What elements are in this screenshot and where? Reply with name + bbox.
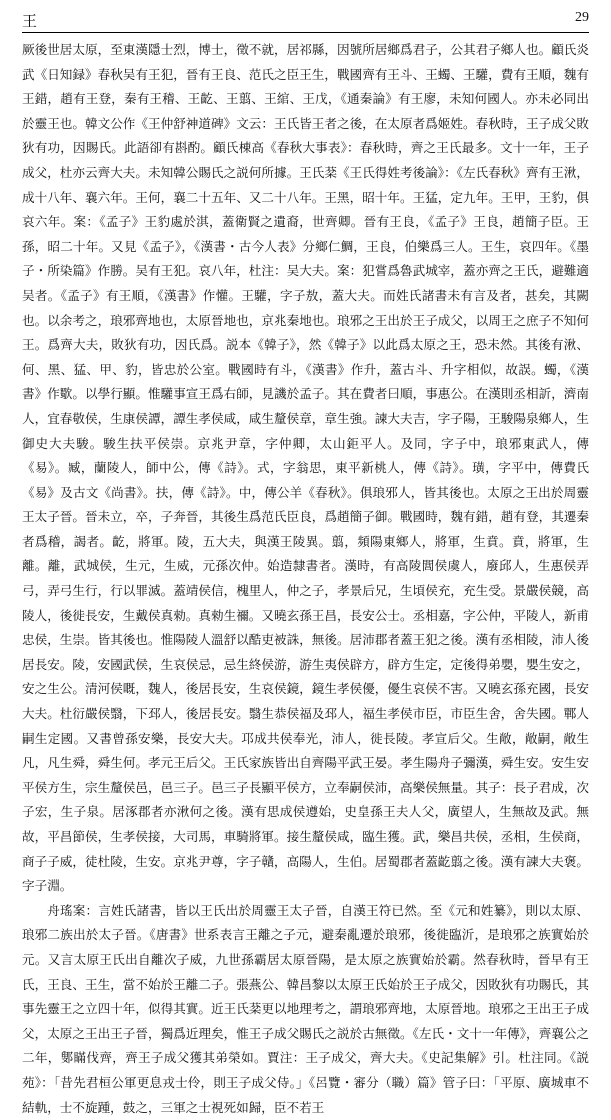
page-header (22, 8, 589, 34)
page-number: 29 (575, 10, 589, 25)
running-head-title: 王 (22, 12, 38, 30)
commentary-paragraph: 舟瑤案：言姓氏諸書，皆以王氏出於周靈王太子晉，自漢王符已然。至《元和姓纂》，則以太原、琅邪二族出於太子晉。《唐書》世系表言王離之子元，避秦亂遷於琅邪，後徙臨沂，是琅邪之族實始於元。又言太原王氏出自離次子威，九世孫霸居太原晉陽，是太原之族實始於霸。然春秋時，晉早有王氏，王良、王生，當不始於王離二子。張燕公、韓昌黎以太原王氏始於王子成父，因敗狄有功賜氏，其事先靈王之立四十年，似得其實。近王氏棻更以地理考之，謂琅邪齊地，太原晉地。琅邪之王出王子成父，太原之王出王子晉，獨爲近理矣，惟王子成父賜氏之説於古無徵。《左氏・文十一年傳》，齊襄公之二年，鄋瞞伐齊，齊王子成父獲其弟榮如。賈注：王子成父，齊大夫。《史記集解》引。杜注同。《説苑》：「昔先君桓公軍更息戎士伶，則王子成父侍。」《呂覽・審分（職）篇》管子曰：「平原、廣城車不結軌，士不旋踵，鼓之，三軍之士視死如歸，臣不若王 (22, 902, 589, 1115)
header-rule (22, 32, 589, 33)
body-paragraph: 厥後世居太原，至東漢隱士烈，博士，徵不就，居祁縣，因號所居鄉爲君子，公其君子鄉人也。顧氏炎武《日知録》春秋吴有王犯，晉有王良、范氏之臣王生，戰國齊有王斗、王蠋、王驩，費有王順，魏有王錯，趙有王登，秦有王稽、王齕、王翦、王綰、王戊，《通秦論》有王廖，未知何國人。亦未必同出於靈王也。韓文公作《王仲舒神道碑》文云：王氏皆王者之後，在太原者爲姬姓。春秋時，王子成父敗狄有功，因賜氏。此語卻有斟酌。顧氏棟高《春秋大事表》：春秋時，齊之王氏最多。文十一年，王子成父，杜亦云齊大夫。未知韓公賜氏之説何所據。王氏棻《王氏得姓考後論》：《左氏春秋》齊有王湫，成十八年、襄六年。王何，襄二十五年、又二十八年。王黑，昭十年。王猛，定九年。王甲，王豹，俱哀六年。案：《孟子》王豹處於淇，蓋衛賢之遺裔，世齊卿。晉有王良，《孟子》王良，趙簡子臣。王孫，昭二十年。又見《孟子》，《漢書・古今人表》分鄉仁鯛，王良，伯樂爲三人。王生，哀四年。《墨子・所染篇》作勝。吴有王犯。哀八年，杜注：吴大夫。案：犯嘗爲魯武城宰，蓋亦齊之王氏，避難適吴者。《孟子》有王順，《漢書》作懽。王驩，字子敖，蓋大夫。而姓氏諸書未有言及者，甚矣，其闕也。以余考之，琅邪齊地也，太原晉地也，京兆秦地也。琅邪之王出於王子成父，以周王之庶子不知何王。爲齊大夫，敗狄有功，因氏爲。説本《韓子》，然《韓子》以此爲太原之王，恐未然。其後有湫、何、黑、猛、甲、豹，皆忠於公室。戰國時有斗，《漢書》作升，蓋古斗、升字相似，故誤。蠋，《漢書》作歜。以學行顯。惟驩事宣王爲右師，見譏於孟子。其在費者曰順，事惠公。在漢則丞相訢，濟南人，宜春敬侯，生康侯譚，譚生孝侯咸，咸生釐侯章，章生強。諫大夫吉，字子陽，王駿陽泉鄉人，生御史大夫駿。駿生扶平侯崇。京兆尹章，字仲卿，太山鉅平人。及同，字子中，琅邪東武人，傳《易》。臧，蘭陵人，師中公，傳《詩》。式，字翁思，東平新桃人，傳《詩》。璜，字平中，傳費氏《易》及古文《尚書》。扶，傳《詩》。中，傳公羊《春秋》。俱琅邪人，皆其後也。太原之王出於周靈王太子晉。晉未立，卒，子奔晉，其後生爲范氏臣良，爲趙簡子御。戰國時，魏有錯，趙有登，其遷秦者爲稽，謁者。齕，將軍。陵，五大夫，與漢王陵異。翦，頻陽東鄉人，將軍，生賁。賁，將軍，生離。離，武城侯，生元，生威，元孫次仲。始造隸書者。漢時，有高陵閭侯虞人，廢邱人，生惠侯弄弓，弄弓生行，行以罪滅。蓋靖侯信，槐里人，仲之子，孝景后兄，生頃侯充，充生受。景嚴侯競，高陵人，後徙長安，生戴侯真勑。真勑生禰。又曉玄孫王昌，長安公士。丞相嘉，字公仲，平陵人，新甫忠侯，生崇。皆其後也。惟陽陵人溫舒以酷吏被誅，無後。居沛郡者蓋王犯之後。漢有丞相陵，沛人後居長安。陵，安國武侯，生哀侯忌，忌生終侯游，游生夷侯辟方，辟方生定，定後得弟嬰，嬰生安之，安之生公。清河侯嘅，魏人，後居長安，生哀侯鏡，鏡生孝侯優，優生哀侯不害。又曉玄孫充國，長安大夫。杜衍嚴侯翳，下邳人，後居長安。翳生恭侯福及邳人，福生孝侯市臣，市臣生舍，舍失國。鄲人嗣生定國。又書曾孫安樂，長安大夫。邛成共侯奉光，沛人，徙長陵。孝宣后父。生敞，敞嗣，敞生凡，凡生舜，舜生何。孝元王后父。王氏家族皆出自齊陽平武王晏。孝生陽舟子彌漢，舜生安。安生安平侯方生，宗生釐侯邑，邑三子。邑三子長顯平侯方，立奉嗣侯沛，高樂侯無量。其子：長子君成，次子宏，生子泉。居涿郡者亦湫何之後。漢有思成侯遵始，史皇孫王夫人父，廣望人，生無故及武。無故，平昌節侯，生孝侯接，大司馬，車騎將軍。接生釐侯咸，臨生獲。武，樂昌共侯，丞相，生侯商，商子子威，徒杜陵，生安。京兆尹尊，字子贛，高陽人，生伯。居蜀郡者蓋齕翦之後。漢有諫大夫褒。字子淵。 (22, 42, 589, 894)
page-body (22, 38, 589, 1115)
